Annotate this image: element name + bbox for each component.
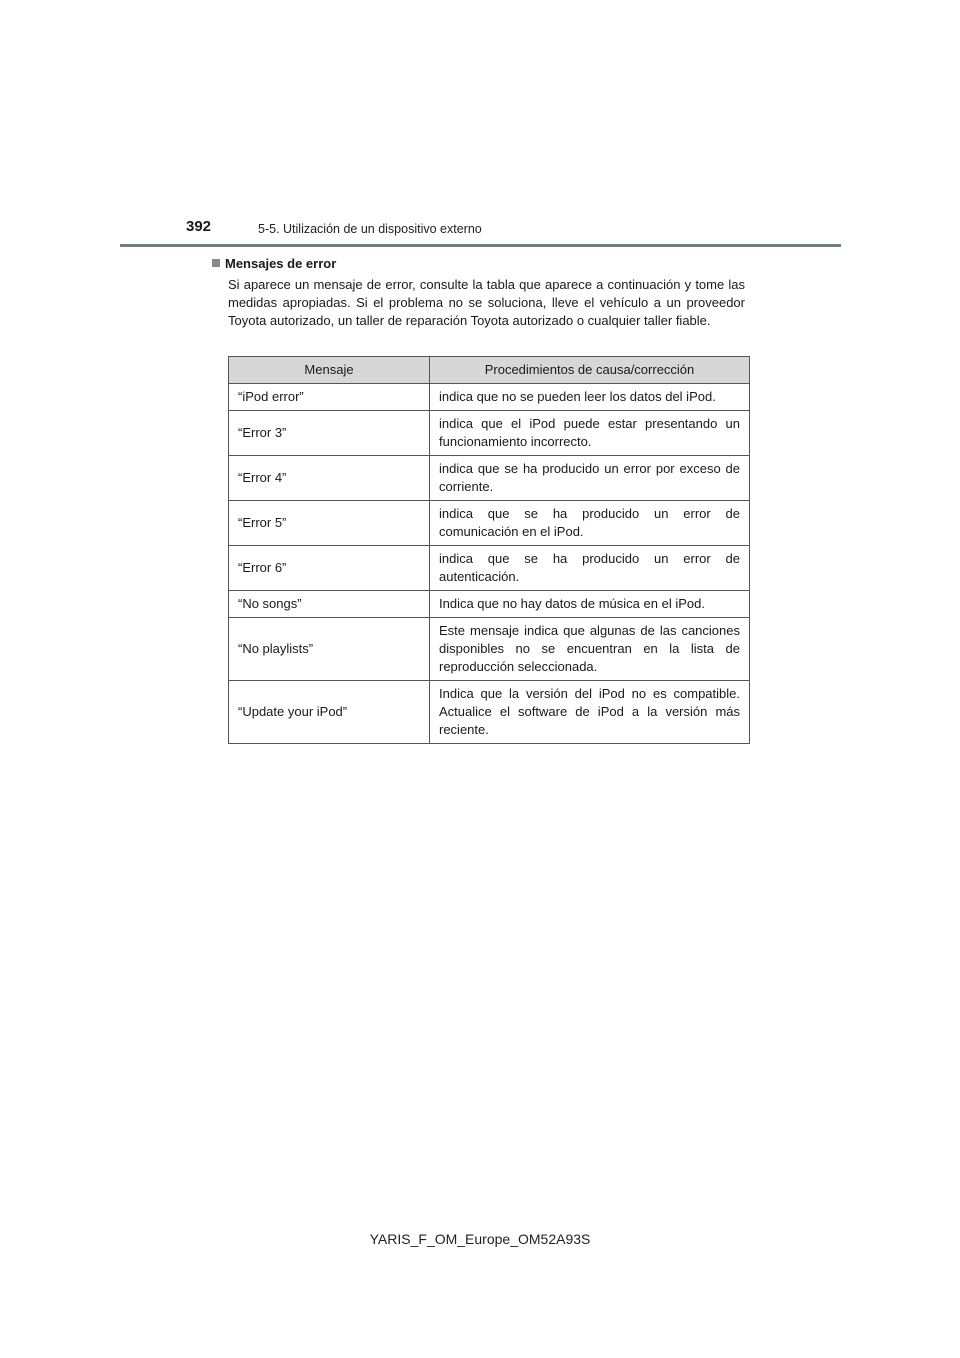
table-row (229, 411, 750, 456)
message-cell: “Update your iPod” (229, 681, 430, 744)
table-row (229, 591, 750, 618)
column-header-message: Mensaje (229, 357, 430, 384)
section-heading-text: Mensajes de error (225, 256, 337, 271)
message-cell: “No playlists” (229, 618, 430, 681)
message-cell: “Error 3” (229, 411, 430, 456)
page-number: 392 (186, 218, 212, 235)
procedure-cell: indica que se ha producido un error de autenticación. (430, 546, 750, 591)
table-row (229, 501, 750, 546)
message-cell: “Error 6” (229, 546, 430, 591)
procedure-cell: Este mensaje indica que algunas de las canciones disponibles no se encuentran en la lista de reproducción seleccionada. (430, 618, 750, 681)
header-divider (120, 244, 841, 247)
message-cell: “Error 5” (229, 501, 430, 546)
error-messages-table (228, 356, 750, 744)
procedure-cell: Indica que no hay datos de música en el iPod. (430, 591, 750, 618)
table-row (229, 546, 750, 591)
table-row (229, 681, 750, 744)
procedure-cell: indica que se ha producido un error de comunicación en el iPod. (430, 501, 750, 546)
table-row (229, 456, 750, 501)
message-cell: “No songs” (229, 591, 430, 618)
intro-paragraph: Si aparece un mensaje de error, consulte la tabla que aparece a continuación y tome las medidas apropiadas. Si el problema no se soluciona, lleve el vehículo a un proveedor Toyota autorizado, un taller de reparación Toyota autorizado o cualquier taller fiable. (228, 277, 745, 328)
procedure-cell: indica que no se pueden leer los datos del iPod. (430, 384, 750, 411)
message-cell: “iPod error” (229, 384, 430, 411)
square-bullet-icon (212, 259, 220, 267)
column-header-procedure: Procedimientos de causa/corrección (430, 357, 750, 384)
table-row (229, 618, 750, 681)
table-row (229, 384, 750, 411)
message-cell: “Error 4” (229, 456, 430, 501)
document-id-footer: YARIS_F_OM_Europe_OM52A93S (369, 1231, 591, 1247)
procedure-cell: Indica que la versión del iPod no es compatible. Actualice el software de iPod a la versión más reciente. (430, 681, 750, 744)
procedure-cell: indica que el iPod puede estar presentando un funcionamiento incorrecto. (430, 411, 750, 456)
procedure-cell: indica que se ha producido un error por exceso de corriente. (430, 456, 750, 501)
table-header-row (229, 357, 750, 384)
section-header: 5-5. Utilización de un dispositivo externo (258, 222, 482, 236)
section-heading (212, 256, 336, 271)
